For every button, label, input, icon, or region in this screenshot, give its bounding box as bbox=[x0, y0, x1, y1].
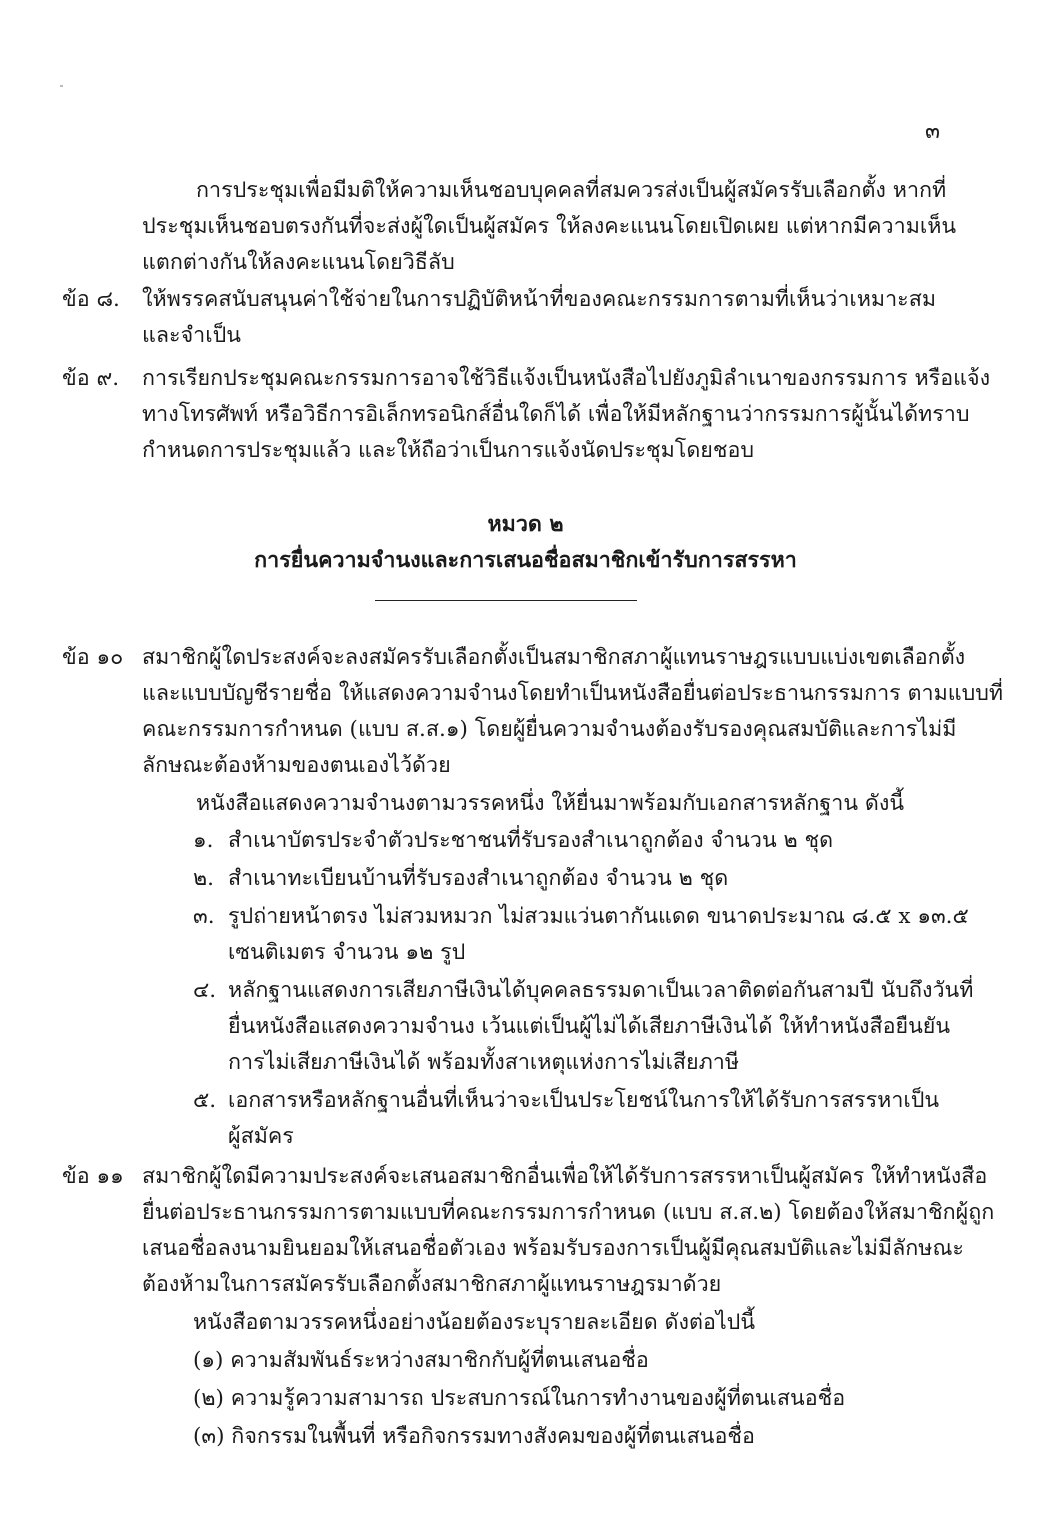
scan-speck bbox=[60, 85, 63, 87]
chapter-title: การยื่นความจำนงและการเสนอชื่อสมาชิกเข้ารับการสรรหา bbox=[254, 548, 797, 573]
list-item: (๑) ความสัมพันธ์ระหว่างสมาชิกกับผู้ที่ตนเสนอชื่อ bbox=[193, 1348, 649, 1373]
body-line: เสนอชื่อลงนามยินยอมให้เสนอชื่อตัวเอง พร้อมรับรองการเป็นผู้มีคุณสมบัติและไม่มีลักษณะ bbox=[142, 1236, 964, 1261]
list-item-number: ๒. bbox=[193, 866, 215, 891]
body-line: ประชุมเห็นชอบตรงกันที่จะส่งผู้ใดเป็นผู้สมัคร ให้ลงคะแนนโดยเปิดเผย แต่หากมีความเห็น bbox=[142, 214, 957, 239]
body-line: หนังสือแสดงความจำนงตามวรรคหนึ่ง ให้ยื่นมาพร้อมกับเอกสารหลักฐาน ดังนี้ bbox=[196, 791, 905, 816]
list-item-number: ๔. bbox=[193, 978, 217, 1003]
body-line: คณะกรรมการกำหนด (แบบ ส.ส.๑) โดยผู้ยื่นความจำนงต้องรับรองคุณสมบัติและการไม่มี bbox=[142, 717, 957, 742]
clause-label: ข้อ ๑๑ bbox=[62, 1164, 124, 1189]
list-item: ยื่นหนังสือแสดงความจำนง เว้นแต่เป็นผู้ไม่ได้เสียภาษีเงินได้ ให้ทำหนังสือยืนยัน bbox=[228, 1014, 951, 1039]
list-item: (๒) ความรู้ความสามารถ ประสบการณ์ในการทำงานของผู้ที่ตนเสนอชื่อ bbox=[193, 1386, 846, 1411]
list-item: เอกสารหรือหลักฐานอื่นที่เห็นว่าจะเป็นประโยชน์ในการให้ได้รับการสรรหาเป็น bbox=[228, 1088, 940, 1113]
body-line: ทางโทรศัพท์ หรือวิธีการอิเล็กทรอนิกส์อื่นใดก็ได้ เพื่อให้มีหลักฐานว่ากรรมการผู้นั้นได้ทราบ bbox=[142, 402, 970, 427]
body-line: และแบบบัญชีรายชื่อ ให้แสดงความจำนงโดยทำเป็นหนังสือยื่นต่อประธานกรรมการ ตามแบบที่ bbox=[142, 681, 1004, 706]
body-line: สมาชิกผู้ใดมีความประสงค์จะเสนอสมาชิกอื่นเพื่อให้ได้รับการสรรหาเป็นผู้สมัคร ให้ทำหนังสือ bbox=[142, 1164, 988, 1189]
body-line: หนังสือตามวรรคหนึ่งอย่างน้อยต้องระบุรายละเอียด ดังต่อไปนี้ bbox=[193, 1310, 756, 1335]
body-line: การเรียกประชุมคณะกรรมการอาจใช้วิธีแจ้งเป็นหนังสือไปยังภูมิลำเนาของกรรมการ หรือแจ้ง bbox=[142, 366, 991, 391]
list-item: สำเนาทะเบียนบ้านที่รับรองสำเนาถูกต้อง จำนวน ๒ ชุด bbox=[228, 866, 729, 891]
body-line: ลักษณะต้องห้ามของตนเองไว้ด้วย bbox=[142, 753, 451, 778]
list-item: หลักฐานแสดงการเสียภาษีเงินได้บุคคลธรรมดาเป็นเวลาติดต่อกันสามปี นับถึงวันที่ bbox=[228, 978, 974, 1003]
list-item: ผู้สมัคร bbox=[228, 1124, 294, 1149]
list-item: การไม่เสียภาษีเงินได้ พร้อมทั้งสาเหตุแห่งการไม่เสียภาษี bbox=[228, 1050, 740, 1075]
body-line: ให้พรรคสนับสนุนค่าใช้จ่ายในการปฏิบัติหน้าที่ของคณะกรรมการตามที่เห็นว่าเหมาะสม bbox=[142, 287, 937, 312]
body-line: แตกต่างกันให้ลงคะแนนโดยวิธีลับ bbox=[142, 250, 455, 275]
list-item: รูปถ่ายหน้าตรง ไม่สวมหมวก ไม่สวมแว่นตากันแดด ขนาดประมาณ ๘.๕ x ๑๓.๕ bbox=[228, 904, 969, 929]
body-line: กำหนดการประชุมแล้ว และให้ถือว่าเป็นการแจ้งนัดประชุมโดยชอบ bbox=[142, 438, 755, 463]
page-number: ๓ bbox=[925, 119, 941, 144]
heading-divider bbox=[375, 600, 637, 601]
body-line: การประชุมเพื่อมีมติให้ความเห็นชอบบุคคลที่สมควรส่งเป็นผู้สมัครรับเลือกตั้ง หากที่ bbox=[196, 178, 947, 203]
clause-label: ข้อ ๘. bbox=[62, 287, 120, 312]
list-item-number: ๕. bbox=[193, 1088, 217, 1113]
list-item: (๓) กิจกรรมในพื้นที่ หรือกิจกรรมทางสังคมของผู้ที่ตนเสนอชื่อ bbox=[193, 1424, 755, 1449]
list-item-number: ๓. bbox=[193, 904, 215, 929]
clause-label: ข้อ ๑๐ bbox=[62, 645, 124, 670]
clause-label: ข้อ ๙. bbox=[62, 366, 120, 391]
list-item-number: ๑. bbox=[193, 828, 214, 853]
list-item: สำเนาบัตรประจำตัวประชาชนที่รับรองสำเนาถูกต้อง จำนวน ๒ ชุด bbox=[228, 828, 834, 853]
body-line: สมาชิกผู้ใดประสงค์จะลงสมัครรับเลือกตั้งเป็นสมาชิกสภาผู้แทนราษฎรแบบแบ่งเขตเลือกตั้ง bbox=[142, 645, 966, 670]
chapter-number: หมวด ๒ bbox=[487, 512, 564, 537]
list-item: เซนติเมตร จำนวน ๑๒ รูป bbox=[228, 940, 466, 965]
body-line: ต้องห้ามในการสมัครรับเลือกตั้งสมาชิกสภาผู้แทนราษฎรมาด้วย bbox=[142, 1272, 722, 1297]
body-line: และจำเป็น bbox=[142, 323, 241, 348]
body-line: ยื่นต่อประธานกรรมการตามแบบที่คณะกรรมการกำหนด (แบบ ส.ส.๒) โดยต้องให้สมาชิกผู้ถูก bbox=[142, 1200, 995, 1225]
